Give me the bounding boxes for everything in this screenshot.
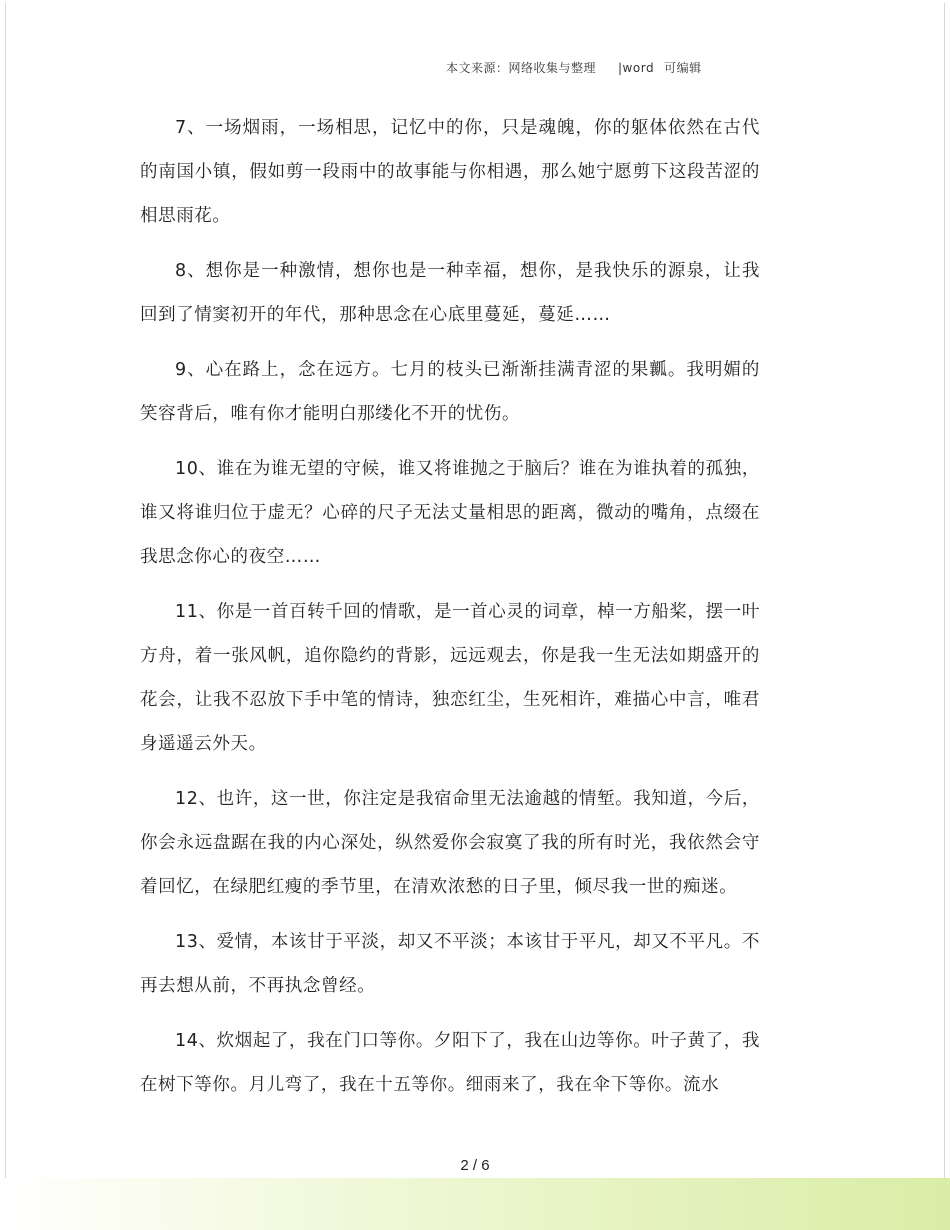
footer-gradient-band	[0, 1178, 950, 1230]
paragraph-13: 13、爱情，本该甘于平淡，却又不平淡；本该甘于平凡，却又不平凡。不再去想从前，不再执念曾经。	[140, 932, 760, 996]
paragraph-8: 8、想你是一种激情，想你也是一种幸福，想你，是我快乐的源泉，让我回到了情窦初开的年代，那种思念在心底里蔓延，蔓延……	[140, 261, 760, 325]
header-source: 本文来源：网络收集与整理	[446, 61, 597, 75]
paragraph-12: 12、也许，这一世，你注定是我宿命里无法逾越的情堑。我知道，今后，你会永远盘踞在我的内心深处，纵然爱你会寂寞了我的所有时光，我依然会守着回忆，在绿肥红瘦的季节里，在清欢浓愁的日子里，倾尽我一世的痴迷。	[140, 789, 760, 897]
paragraph-9: 9、心在路上，念在远方。七月的枝头已渐渐挂满青涩的果瓤。我明媚的笑容背后，唯有你才能明白那缕化不开的忧伤。	[140, 360, 760, 424]
document-page	[5, 3, 945, 1228]
paragraph-7: 7、一场烟雨，一场相思，记忆中的你，只是魂魄，你的躯体依然在古代的南国小镇，假如剪一段雨中的故事能与你相遇，那么她宁愿剪下这段苦涩的相思雨花。	[140, 118, 760, 226]
page-header	[446, 59, 702, 76]
paragraph-11: 11、你是一首百转千回的情歌，是一首心灵的词章，棹一方船桨，摆一叶方舟，着一张风帆，追你隐约的背影，远远观去，你是我一生无法如期盛开的花会，让我不忍放下手中笔的情诗，独恋红尘，生死相许，难描心中言，唯君身遥遥云外天。	[140, 602, 760, 754]
header-editable: 可编辑	[664, 61, 702, 75]
document-body	[140, 106, 760, 1118]
header-format: |word	[618, 61, 655, 75]
paragraph-10: 10、谁在为谁无望的守候，谁又将谁抛之于脑后？谁在为谁执着的孤独，谁又将谁归位于虚无？心碎的尺子无法丈量相思的距离，微动的嘴角，点缀在我思念你心的夜空……	[140, 459, 760, 567]
page-number: 2 / 6	[460, 1157, 490, 1174]
paragraph-14: 14、炊烟起了，我在门口等你。夕阳下了，我在山边等你。叶子黄了，我在树下等你。月儿弯了，我在十五等你。细雨来了，我在伞下等你。流水	[140, 1031, 760, 1095]
